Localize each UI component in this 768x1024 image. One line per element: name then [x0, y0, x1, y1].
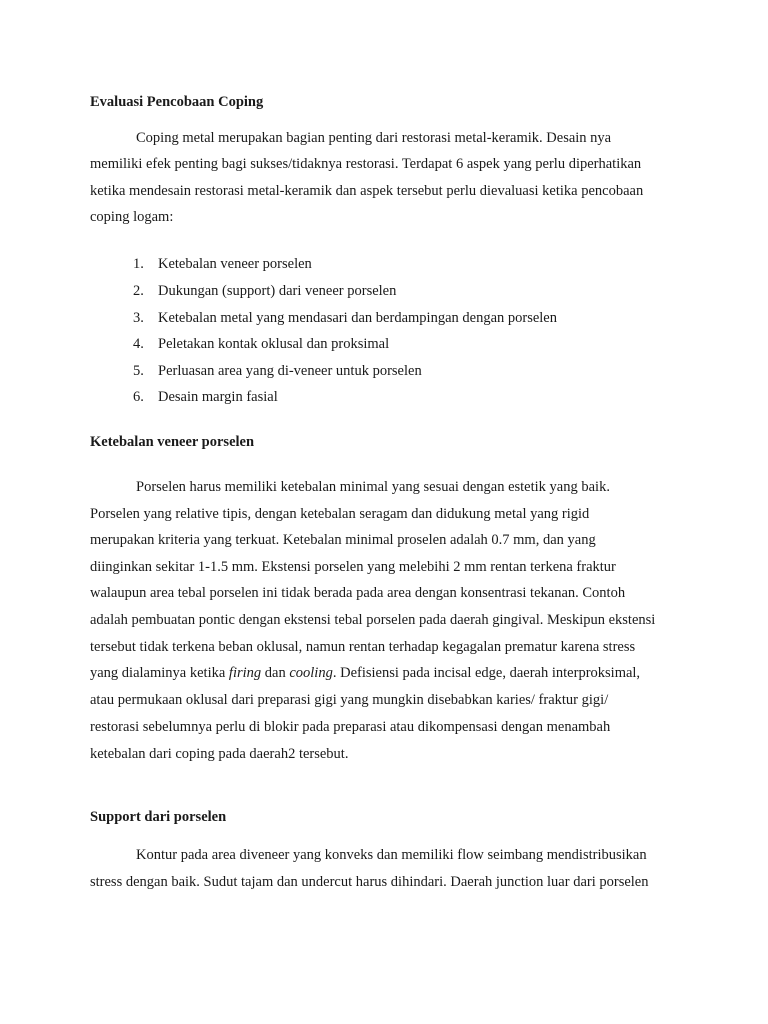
paragraph-line: walaupun area tebal porselen ini tidak berada pada area dengan konsentrasi tekanan. Contoh — [90, 585, 626, 601]
paragraph-line — [90, 664, 640, 682]
paragraph-line: restorasi sebelumnya perlu di blokir pada preparasi atau dikompensasi dengan menambah — [90, 719, 611, 735]
paragraph-line: Kontur pada area diveneer yang konveks dan memiliki flow seimbang mendistribusikan — [136, 847, 647, 863]
list-item — [133, 362, 422, 380]
list-item — [133, 255, 312, 273]
italic-term-cooling: cooling — [289, 665, 333, 681]
list-number: 2. — [133, 283, 144, 299]
section-heading: Ketebalan veneer porselen — [90, 434, 255, 450]
list-number: 1. — [133, 256, 144, 272]
list-text: Ketebalan veneer porselen — [158, 256, 312, 272]
list-item — [133, 282, 396, 300]
list-number: 5. — [133, 363, 144, 379]
paragraph-line: atau permukaan oklusal dari preparasi gigi yang mungkin disebabkan karies/ fraktur gigi/ — [90, 692, 609, 708]
paragraph-line: adalah pembuatan pontic dengan ekstensi tebal porselen pada daerah gingival. Meskipun ekstensi — [90, 612, 656, 628]
section-heading: Support dari porselen — [90, 809, 227, 825]
paragraph-line: Porselen yang relative tipis, dengan ketebalan seragam dan didukung metal yang rigid — [90, 506, 590, 522]
list-number: 4. — [133, 336, 144, 352]
intro-line: Coping metal merupakan bagian penting dari restorasi metal-keramik. Desain nya — [136, 130, 612, 146]
list-text: Ketebalan metal yang mendasari dan berdampingan dengan porselen — [158, 310, 557, 326]
intro-line: memiliki efek penting bagi sukses/tidaknya restorasi. Terdapat 6 aspek yang perlu diperhatikan — [90, 156, 642, 172]
paragraph-line: ketebalan dari coping pada daerah2 tersebut. — [90, 746, 349, 762]
intro-line: coping logam: — [90, 209, 174, 225]
paragraph-line: merupakan kriteria yang terkuat. Ketebalan minimal proselen adalah 0.7 mm, dan yang — [90, 532, 596, 548]
intro-line: ketika mendesain restorasi metal-keramik dan aspek tersebut perlu dievaluasi ketika pencobaan — [90, 183, 644, 199]
paragraph-line: Porselen harus memiliki ketebalan minimal yang sesuai dengan estetik yang baik. — [136, 479, 610, 495]
list-text: Peletakan kontak oklusal dan proksimal — [158, 336, 390, 352]
list-number: 6. — [133, 389, 144, 405]
list-item — [133, 309, 557, 327]
list-item — [133, 388, 278, 406]
list-number: 3. — [133, 310, 144, 326]
paragraph-line: stress dengan baik. Sudut tajam dan undercut harus dihindari. Daerah junction luar dari porselen — [90, 874, 649, 890]
text-run: . Defisiensi pada incisal edge, daerah interproksimal, — [332, 665, 641, 681]
text-run: dan — [261, 665, 290, 681]
list-text: Dukungan (support) dari veneer porselen — [158, 283, 397, 299]
paragraph-line: tersebut tidak terkena beban oklusal, namun rentan terhadap kegagalan prematur karena stress — [90, 639, 636, 655]
paragraph-line: diinginkan sekitar 1-1.5 mm. Ekstensi porselen yang melebihi 2 mm rentan terkena fraktur — [90, 559, 616, 575]
list-text: Desain margin fasial — [158, 389, 278, 405]
document-title: Evaluasi Pencobaan Coping — [90, 94, 264, 110]
italic-term-firing: firing — [228, 665, 262, 681]
text-run: yang dialaminya ketika — [90, 665, 229, 681]
list-text: Perluasan area yang di-veneer untuk porselen — [158, 363, 422, 379]
list-item — [133, 335, 389, 353]
